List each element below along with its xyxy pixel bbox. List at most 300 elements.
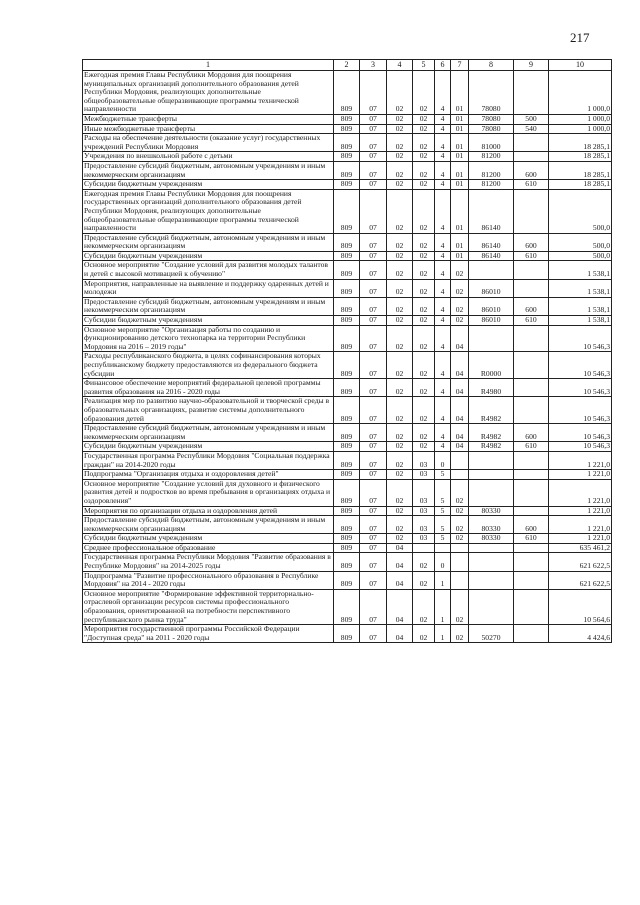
direction-cell xyxy=(469,479,514,506)
subprogram-cell: 4 xyxy=(435,352,451,379)
expense-name-cell: Подпрограмма "Развитие профессионального образования в Республике Мордовия" на 2014 - 2020 годы xyxy=(83,571,334,589)
ministry-code-cell: 809 xyxy=(334,279,360,297)
activity-cell: 02 xyxy=(451,625,469,643)
expense-name-cell: Предоставление субсидий бюджетным, автономным учреждениям и иным некоммерческим организациям xyxy=(83,233,334,251)
section-cell: 07 xyxy=(360,189,387,233)
activity-cell: 04 xyxy=(451,397,469,424)
direction-cell: 81000 xyxy=(469,134,514,152)
subprogram-cell: 5 xyxy=(435,506,451,516)
expense-name-cell: Основное мероприятие "Организация работы по созданию и функционированию детского технопарка на территории Республики Мордовия на 2016 – 2019 годы" xyxy=(83,325,334,352)
section-cell: 07 xyxy=(360,479,387,506)
table-row xyxy=(83,543,612,553)
program-cell: 02 xyxy=(413,589,435,624)
expense-type-cell xyxy=(514,152,549,162)
expense-type-cell xyxy=(514,189,549,233)
subprogram-cell: 0 xyxy=(435,553,451,571)
expense-name-cell: Учреждения по внешкольной работе с детьми xyxy=(83,152,334,162)
direction-cell xyxy=(469,261,514,279)
section-cell: 07 xyxy=(360,152,387,162)
section-cell: 07 xyxy=(360,625,387,643)
subsection-cell: 02 xyxy=(387,261,413,279)
activity-cell: 02 xyxy=(451,506,469,516)
expense-type-cell xyxy=(514,625,549,643)
amount-cell: 18 285,1 xyxy=(549,134,612,152)
amount-cell: 1 221,0 xyxy=(549,516,612,534)
program-cell: 02 xyxy=(413,134,435,152)
activity-cell: 04 xyxy=(451,442,469,452)
program-cell: 02 xyxy=(413,180,435,190)
subsection-cell: 02 xyxy=(387,424,413,442)
direction-cell: 78080 xyxy=(469,71,514,115)
subprogram-cell: 4 xyxy=(435,152,451,162)
expense-type-cell xyxy=(514,470,549,480)
direction-cell xyxy=(469,451,514,469)
subsection-cell: 02 xyxy=(387,506,413,516)
ministry-code-cell: 809 xyxy=(334,479,360,506)
ministry-code-cell: 809 xyxy=(334,316,360,326)
section-cell: 07 xyxy=(360,543,387,553)
expense-name-cell: Субсидии бюджетным учреждениям xyxy=(83,316,334,326)
direction-cell: 86010 xyxy=(469,279,514,297)
expense-type-cell: 600 xyxy=(514,516,549,534)
expense-name-cell: Мероприятия по организации отдыха и оздоровления детей xyxy=(83,506,334,516)
subprogram-cell: 4 xyxy=(435,124,451,134)
section-cell: 07 xyxy=(360,470,387,480)
amount-cell: 1 000,0 xyxy=(549,71,612,115)
program-cell: 02 xyxy=(413,316,435,326)
section-cell: 07 xyxy=(360,279,387,297)
amount-cell: 10 546,3 xyxy=(549,352,612,379)
program-cell: 02 xyxy=(413,352,435,379)
ministry-code-cell: 809 xyxy=(334,352,360,379)
amount-cell: 1 538,1 xyxy=(549,279,612,297)
subprogram-cell: 4 xyxy=(435,297,451,315)
header-cell: 3 xyxy=(360,60,387,71)
subsection-cell: 02 xyxy=(387,71,413,115)
header-cell: 9 xyxy=(514,60,549,71)
direction-cell xyxy=(469,325,514,352)
subprogram-cell: 4 xyxy=(435,279,451,297)
table-row xyxy=(83,114,612,124)
expense-type-cell: 610 xyxy=(514,534,549,544)
amount-cell: 1 221,0 xyxy=(549,470,612,480)
subsection-cell: 02 xyxy=(387,251,413,261)
header-cell: 1 xyxy=(83,60,334,71)
subprogram-cell: 4 xyxy=(435,71,451,115)
expense-type-cell: 610 xyxy=(514,251,549,261)
ministry-code-cell: 809 xyxy=(334,543,360,553)
table-row xyxy=(83,279,612,297)
expense-name-cell: Финансовое обеспечение мероприятий федеральной целевой программы развития образования на 2016 - 2020 годы xyxy=(83,379,334,397)
expense-type-cell: 600 xyxy=(514,297,549,315)
program-cell: 02 xyxy=(413,553,435,571)
expense-name-cell: Предоставление субсидий бюджетным, автономным учреждениям и иным некоммерческим организациям xyxy=(83,516,334,534)
expense-type-cell: 540 xyxy=(514,124,549,134)
expense-type-cell xyxy=(514,279,549,297)
subprogram-cell: 4 xyxy=(435,316,451,326)
activity-cell: 02 xyxy=(451,589,469,624)
ministry-code-cell: 809 xyxy=(334,325,360,352)
ministry-code-cell: 809 xyxy=(334,534,360,544)
subprogram-cell: 4 xyxy=(435,442,451,452)
expense-name-cell: Предоставление субсидий бюджетным, автономным учреждениям и иным некоммерческим организациям xyxy=(83,161,334,179)
direction-cell: 86010 xyxy=(469,316,514,326)
subsection-cell: 02 xyxy=(387,279,413,297)
header-cell: 4 xyxy=(387,60,413,71)
header-cell: 8 xyxy=(469,60,514,71)
ministry-code-cell: 809 xyxy=(334,625,360,643)
amount-cell: 10 546,3 xyxy=(549,325,612,352)
subprogram-cell: 4 xyxy=(435,134,451,152)
direction-cell: 78080 xyxy=(469,124,514,134)
expense-name-cell: Мероприятия, направленные на выявление и поддержку одаренных детей и молодежи xyxy=(83,279,334,297)
subprogram-cell: 4 xyxy=(435,189,451,233)
section-cell: 07 xyxy=(360,442,387,452)
direction-cell: 80330 xyxy=(469,516,514,534)
activity-cell: 02 xyxy=(451,516,469,534)
table-row xyxy=(83,553,612,571)
expense-name-cell: Основное мероприятие "Создание условий для духовного и физического развития детей и подростков во время пребывания в организациях отдыха и оздоровления" xyxy=(83,479,334,506)
ministry-code-cell: 809 xyxy=(334,180,360,190)
expense-name-cell: Субсидии бюджетным учреждениям xyxy=(83,442,334,452)
activity-cell: 01 xyxy=(451,71,469,115)
subprogram-cell: 4 xyxy=(435,233,451,251)
expense-type-cell xyxy=(514,352,549,379)
section-cell: 07 xyxy=(360,71,387,115)
ministry-code-cell: 809 xyxy=(334,161,360,179)
direction-cell: 86140 xyxy=(469,251,514,261)
table-header-row xyxy=(83,60,612,71)
subprogram-cell: 4 xyxy=(435,180,451,190)
expense-name-cell: Основное мероприятие "Создание условий для развития молодых талантов и детей с высокой мотивацией к обучению" xyxy=(83,261,334,279)
amount-cell: 10 546,3 xyxy=(549,379,612,397)
expense-name-cell: Субсидии бюджетным учреждениям xyxy=(83,251,334,261)
section-cell: 07 xyxy=(360,325,387,352)
activity-cell: 01 xyxy=(451,114,469,124)
expense-type-cell: 610 xyxy=(514,180,549,190)
subsection-cell: 02 xyxy=(387,114,413,124)
amount-cell: 4 424,6 xyxy=(549,625,612,643)
direction-cell xyxy=(469,470,514,480)
amount-cell: 18 285,1 xyxy=(549,161,612,179)
budget-table xyxy=(82,59,612,643)
subprogram-cell: 4 xyxy=(435,379,451,397)
amount-cell: 18 285,1 xyxy=(549,180,612,190)
activity-cell xyxy=(451,470,469,480)
subsection-cell: 02 xyxy=(387,325,413,352)
section-cell: 07 xyxy=(360,124,387,134)
subsection-cell: 02 xyxy=(387,534,413,544)
table-row xyxy=(83,470,612,480)
header-cell: 6 xyxy=(435,60,451,71)
subprogram-cell: 4 xyxy=(435,251,451,261)
direction-cell: 80330 xyxy=(469,534,514,544)
ministry-code-cell: 809 xyxy=(334,553,360,571)
activity-cell: 04 xyxy=(451,424,469,442)
expense-type-cell: 600 xyxy=(514,161,549,179)
expense-type-cell xyxy=(514,451,549,469)
header-cell: 10 xyxy=(549,60,612,71)
section-cell: 07 xyxy=(360,352,387,379)
expense-name-cell: Предоставление субсидий бюджетным, автономным учреждениям и иным некоммерческим организациям xyxy=(83,297,334,315)
section-cell: 07 xyxy=(360,297,387,315)
subprogram-cell: 4 xyxy=(435,161,451,179)
amount-cell: 500,0 xyxy=(549,189,612,233)
table-row xyxy=(83,506,612,516)
subsection-cell: 02 xyxy=(387,124,413,134)
table-row xyxy=(83,589,612,624)
section-cell: 07 xyxy=(360,571,387,589)
activity-cell xyxy=(451,451,469,469)
program-cell: 02 xyxy=(413,325,435,352)
table-row xyxy=(83,516,612,534)
activity-cell: 01 xyxy=(451,251,469,261)
ministry-code-cell: 809 xyxy=(334,424,360,442)
program-cell: 02 xyxy=(413,424,435,442)
amount-cell: 500,0 xyxy=(549,251,612,261)
amount-cell: 1 221,0 xyxy=(549,534,612,544)
table-row xyxy=(83,134,612,152)
expense-type-cell xyxy=(514,397,549,424)
expense-type-cell xyxy=(514,379,549,397)
section-cell: 07 xyxy=(360,180,387,190)
ministry-code-cell: 809 xyxy=(334,571,360,589)
program-cell: 02 xyxy=(413,571,435,589)
activity-cell: 01 xyxy=(451,189,469,233)
ministry-code-cell: 809 xyxy=(334,114,360,124)
program-cell: 03 xyxy=(413,516,435,534)
amount-cell: 1 221,0 xyxy=(549,479,612,506)
ministry-code-cell: 809 xyxy=(334,442,360,452)
header-cell: 7 xyxy=(451,60,469,71)
direction-cell xyxy=(469,571,514,589)
program-cell: 03 xyxy=(413,534,435,544)
activity-cell: 02 xyxy=(451,297,469,315)
section-cell: 07 xyxy=(360,534,387,544)
table-row xyxy=(83,379,612,397)
table-row xyxy=(83,71,612,115)
program-cell: 02 xyxy=(413,297,435,315)
amount-cell: 10 564,6 xyxy=(549,589,612,624)
amount-cell: 10 546,3 xyxy=(549,424,612,442)
amount-cell: 621 622,5 xyxy=(549,553,612,571)
direction-cell: R4980 xyxy=(469,379,514,397)
program-cell: 02 xyxy=(413,251,435,261)
program-cell: 02 xyxy=(413,379,435,397)
direction-cell: 50270 xyxy=(469,625,514,643)
table-row xyxy=(83,152,612,162)
subsection-cell: 02 xyxy=(387,379,413,397)
ministry-code-cell: 809 xyxy=(334,379,360,397)
amount-cell: 1 221,0 xyxy=(549,451,612,469)
table-row xyxy=(83,316,612,326)
table-row xyxy=(83,189,612,233)
program-cell: 02 xyxy=(413,114,435,124)
expense-type-cell: 610 xyxy=(514,316,549,326)
amount-cell: 1 000,0 xyxy=(549,124,612,134)
ministry-code-cell: 809 xyxy=(334,124,360,134)
direction-cell: 78080 xyxy=(469,114,514,124)
ministry-code-cell: 809 xyxy=(334,470,360,480)
table-row xyxy=(83,571,612,589)
program-cell: 02 xyxy=(413,152,435,162)
amount-cell: 1 538,1 xyxy=(549,297,612,315)
section-cell: 07 xyxy=(360,589,387,624)
activity-cell xyxy=(451,553,469,571)
subprogram-cell: 4 xyxy=(435,325,451,352)
activity-cell: 01 xyxy=(451,180,469,190)
subsection-cell: 02 xyxy=(387,152,413,162)
amount-cell: 10 546,3 xyxy=(549,397,612,424)
activity-cell: 02 xyxy=(451,261,469,279)
expense-name-cell: Мероприятия государственной программы Российской Федерации "Доступная среда" на 2011 - 2020 годы xyxy=(83,625,334,643)
subsection-cell: 02 xyxy=(387,352,413,379)
subsection-cell: 02 xyxy=(387,442,413,452)
section-cell: 07 xyxy=(360,233,387,251)
activity-cell: 01 xyxy=(451,152,469,162)
amount-cell: 18 285,1 xyxy=(549,152,612,162)
section-cell: 07 xyxy=(360,397,387,424)
table-row xyxy=(83,451,612,469)
amount-cell: 621 622,5 xyxy=(549,571,612,589)
program-cell: 02 xyxy=(413,279,435,297)
ministry-code-cell: 809 xyxy=(334,516,360,534)
subprogram-cell: 1 xyxy=(435,589,451,624)
amount-cell: 635 461,2 xyxy=(549,543,612,553)
subsection-cell: 04 xyxy=(387,553,413,571)
program-cell: 02 xyxy=(413,233,435,251)
program-cell: 02 xyxy=(413,124,435,134)
expense-type-cell: 600 xyxy=(514,233,549,251)
activity-cell: 04 xyxy=(451,379,469,397)
subsection-cell: 02 xyxy=(387,316,413,326)
expense-name-cell: Ежегодная премия Главы Республики Мордовия для поощрения государственных организаций дополнительного образования детей Республики Мордовия, реализующих дополнительные общеобразовательные общеразвивающие программы технической направленности xyxy=(83,189,334,233)
subsection-cell: 02 xyxy=(387,297,413,315)
amount-cell: 1 221,0 xyxy=(549,506,612,516)
table-row xyxy=(83,161,612,179)
direction-cell: 86140 xyxy=(469,189,514,233)
subsection-cell: 04 xyxy=(387,625,413,643)
expense-name-cell: Основное мероприятие "Формирование эффективной территориально-отраслевой организации ресурсов системы профессионального образования, ориентированной на потребности перспективного республиканского рынка труда" xyxy=(83,589,334,624)
direction-cell: 81200 xyxy=(469,161,514,179)
direction-cell: R4982 xyxy=(469,442,514,452)
expense-type-cell: 600 xyxy=(514,424,549,442)
section-cell: 07 xyxy=(360,379,387,397)
ministry-code-cell: 809 xyxy=(334,261,360,279)
section-cell: 07 xyxy=(360,134,387,152)
subprogram-cell: 4 xyxy=(435,114,451,124)
activity-cell xyxy=(451,543,469,553)
section-cell: 07 xyxy=(360,516,387,534)
subsection-cell: 04 xyxy=(387,589,413,624)
program-cell: 02 xyxy=(413,161,435,179)
section-cell: 07 xyxy=(360,451,387,469)
activity-cell: 01 xyxy=(451,134,469,152)
expense-type-cell xyxy=(514,571,549,589)
direction-cell xyxy=(469,553,514,571)
expense-name-cell: Расходы на обеспечение деятельности (оказание услуг) государственных учреждений Республики Мордовия xyxy=(83,134,334,152)
section-cell: 07 xyxy=(360,424,387,442)
section-cell: 07 xyxy=(360,251,387,261)
subprogram-cell: 5 xyxy=(435,470,451,480)
subprogram-cell: 5 xyxy=(435,479,451,506)
program-cell: 03 xyxy=(413,470,435,480)
subprogram-cell: 1 xyxy=(435,625,451,643)
subsection-cell: 02 xyxy=(387,397,413,424)
program-cell: 02 xyxy=(413,397,435,424)
activity-cell: 01 xyxy=(451,161,469,179)
expense-type-cell xyxy=(514,134,549,152)
table-row xyxy=(83,534,612,544)
table-row xyxy=(83,180,612,190)
section-cell: 07 xyxy=(360,553,387,571)
subsection-cell: 02 xyxy=(387,161,413,179)
activity-cell xyxy=(451,571,469,589)
subsection-cell: 02 xyxy=(387,516,413,534)
expense-type-cell: 500 xyxy=(514,114,549,124)
direction-cell xyxy=(469,589,514,624)
direction-cell: R4982 xyxy=(469,397,514,424)
subsection-cell: 04 xyxy=(387,543,413,553)
subprogram-cell: 5 xyxy=(435,534,451,544)
page-number: 217 xyxy=(570,30,590,45)
section-cell: 07 xyxy=(360,114,387,124)
expense-type-cell xyxy=(514,506,549,516)
table-row xyxy=(83,251,612,261)
amount-cell: 1 000,0 xyxy=(549,114,612,124)
expense-name-cell: Ежегодная премия Главы Республики Мордовия для поощрения муниципальных организаций дополнительного образования детей Республики Мордовия, реализующих дополнительные общеобразовательные общеразвивающие программы технической направленности xyxy=(83,71,334,115)
ministry-code-cell: 809 xyxy=(334,233,360,251)
subprogram-cell xyxy=(435,543,451,553)
section-cell: 07 xyxy=(360,161,387,179)
table-row xyxy=(83,352,612,379)
expense-type-cell xyxy=(514,553,549,571)
direction-cell: 86140 xyxy=(469,233,514,251)
program-cell: 03 xyxy=(413,451,435,469)
ministry-code-cell: 809 xyxy=(334,506,360,516)
activity-cell: 02 xyxy=(451,316,469,326)
amount-cell: 1 538,1 xyxy=(549,316,612,326)
subsection-cell: 02 xyxy=(387,451,413,469)
program-cell: 02 xyxy=(413,625,435,643)
expense-name-cell: Государственная программа Республики Мордовия "Развитие образования в Республике Мордовия" на 2014-2025 годы xyxy=(83,553,334,571)
subprogram-cell: 4 xyxy=(435,424,451,442)
header-cell: 5 xyxy=(413,60,435,71)
ministry-code-cell: 809 xyxy=(334,189,360,233)
ministry-code-cell: 809 xyxy=(334,152,360,162)
subsection-cell: 02 xyxy=(387,470,413,480)
expense-type-cell xyxy=(514,71,549,115)
expense-type-cell xyxy=(514,479,549,506)
subsection-cell: 04 xyxy=(387,571,413,589)
direction-cell xyxy=(469,543,514,553)
subsection-cell: 02 xyxy=(387,134,413,152)
direction-cell: 81200 xyxy=(469,180,514,190)
activity-cell: 02 xyxy=(451,479,469,506)
section-cell: 07 xyxy=(360,261,387,279)
expense-name-cell: Подпрограмма "Организация отдыха и оздоровления детей" xyxy=(83,470,334,480)
subprogram-cell: 4 xyxy=(435,397,451,424)
subsection-cell: 02 xyxy=(387,189,413,233)
expense-type-cell xyxy=(514,261,549,279)
ministry-code-cell: 809 xyxy=(334,451,360,469)
direction-cell: 80330 xyxy=(469,506,514,516)
expense-name-cell: Межбюджетные трансферты xyxy=(83,114,334,124)
table-row xyxy=(83,124,612,134)
program-cell: 02 xyxy=(413,71,435,115)
ministry-code-cell: 809 xyxy=(334,71,360,115)
direction-cell: 81200 xyxy=(469,152,514,162)
